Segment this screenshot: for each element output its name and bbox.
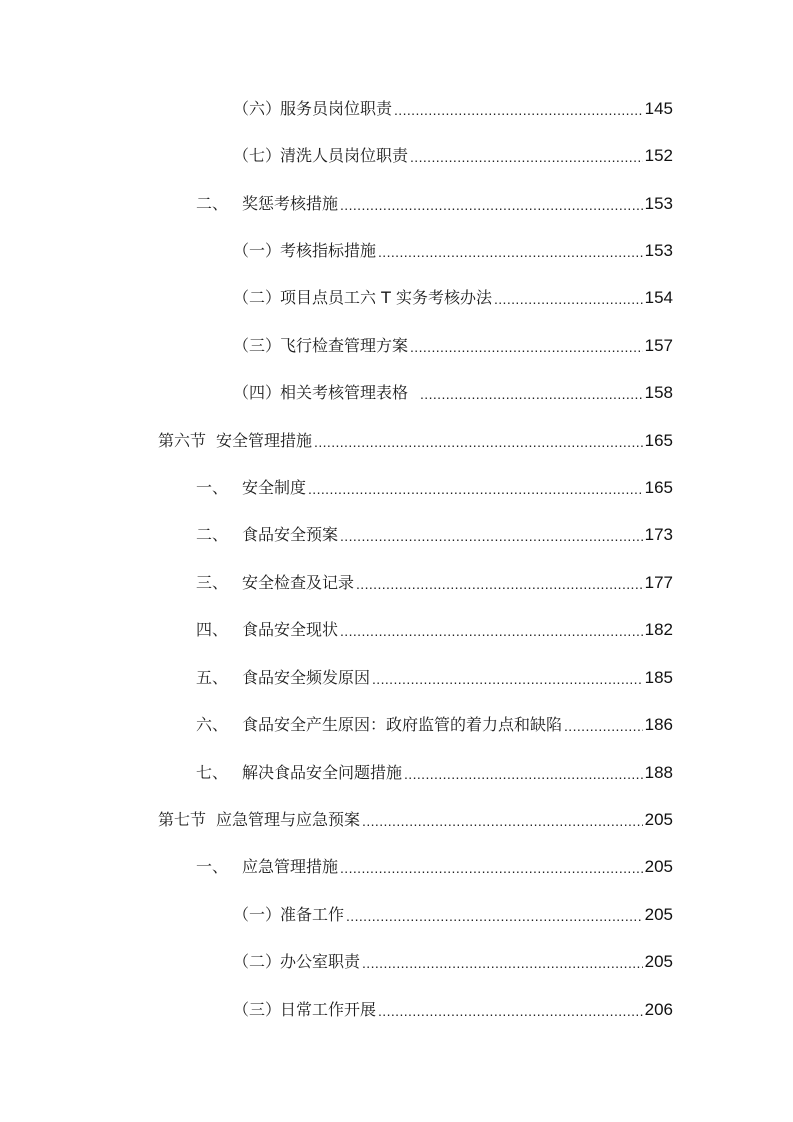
toc-entry[interactable] [196,476,673,500]
toc-entry-page: 177 [644,573,673,592]
toc-entry-page: 205 [644,810,673,829]
dot-leader [340,192,643,216]
toc-entry[interactable] [233,381,673,405]
toc-entry-number: 二、 [196,525,229,544]
dot-leader [314,429,643,453]
toc-entry-page: 186 [644,715,673,734]
toc-entry[interactable] [233,950,673,974]
dot-leader [404,761,643,785]
dot-leader [494,286,643,310]
dot-leader [340,618,643,642]
dot-leader [394,97,643,121]
toc-entry-title: 服务员岗位职责 [280,99,393,118]
toc-entry[interactable] [233,239,673,263]
toc-entry-title: 安全检查及记录 [242,573,355,592]
toc-entry-number: 一、 [196,857,229,876]
toc-entry-title: 办公室职责 [280,952,361,971]
toc-entry-title: 应急管理与应急预案 [216,810,361,829]
dot-leader [564,713,643,737]
toc-entry-title: 食品安全现状 [242,620,339,639]
toc-entry-page: 157 [644,336,673,355]
toc-entry-title: 食品安全产生原因：政府监管的着力点和缺陷 [242,715,563,734]
toc-entry-number: 四、 [196,620,229,639]
toc-entry[interactable] [196,192,673,216]
toc-section-number: 第七节 [158,810,207,829]
toc-entry-title: 解决食品安全问题措施 [242,763,403,782]
toc-entry-page: 152 [644,146,673,165]
toc-entry-number: （七） [233,146,282,165]
dot-leader [410,144,643,168]
toc-entry[interactable] [196,618,673,642]
toc-entry-title: 应急管理措施 [242,857,339,876]
toc-entry-page: 206 [644,1000,673,1019]
toc-entry-page: 154 [644,288,673,307]
toc-entry-page: 165 [644,431,673,450]
dot-leader [340,855,643,879]
dot-leader [410,334,643,358]
dot-leader [356,571,643,595]
toc-entry-page: 158 [644,383,673,402]
toc-entry-number: 五、 [196,668,229,687]
dot-leader [362,950,643,974]
toc-entry[interactable] [233,97,673,121]
toc-section-heading[interactable] [158,808,673,832]
toc-entry-page: 205 [644,905,673,924]
toc-entry[interactable] [233,286,673,310]
toc-entry-number: （三） [233,336,282,355]
toc-entry-title: 食品安全频发原因 [242,668,371,687]
toc-entry-number: （三） [233,1000,282,1019]
toc-entry-page: 165 [644,478,673,497]
toc-entry[interactable] [196,523,673,547]
dot-leader [340,523,643,547]
toc-entry-number: （一） [233,905,282,924]
toc-section-heading[interactable] [158,429,673,453]
dot-leader [378,239,643,263]
toc-entry-page: 153 [644,241,673,260]
toc-entry-title: 项目点员工六 T 实务考核办法 [280,288,492,307]
dot-leader [420,381,643,405]
toc-entry[interactable] [233,903,673,927]
toc-entry[interactable] [196,761,673,785]
toc-entry[interactable] [233,144,673,168]
toc-entry-title: 准备工作 [280,905,345,924]
toc-entry[interactable] [196,571,673,595]
toc-entry-page: 153 [644,194,673,213]
toc-entry-number: 三、 [196,573,229,592]
toc-entry-title: 飞行检查管理方案 [280,336,409,355]
toc-entry-page: 145 [644,99,673,118]
toc-entry-title: 安全制度 [242,478,307,497]
toc-entry-page: 182 [644,620,673,639]
toc-entry-title: 安全管理措施 [216,431,313,450]
toc-entry-number: 七、 [196,763,229,782]
toc-entry-number: 一、 [196,478,229,497]
toc-entry[interactable] [233,334,673,358]
toc-entry-title: 食品安全预案 [242,525,339,544]
dot-leader [346,903,643,927]
toc-entry-number: 二、 [196,194,229,213]
toc-entry-title: 相关考核管理表格 [280,383,409,402]
toc-entry-number: 六、 [196,715,229,734]
toc-entry-number: （一） [233,241,282,260]
toc-entry[interactable] [233,998,673,1022]
toc-entry-number: （二） [233,288,282,307]
toc-entry-page: 188 [644,763,673,782]
toc-entry-page: 185 [644,668,673,687]
toc-entry[interactable] [196,666,673,690]
dot-leader [378,998,643,1022]
toc-entry-page: 173 [644,525,673,544]
toc-entry-title: 日常工作开展 [280,1000,377,1019]
toc-entry[interactable] [196,713,673,737]
toc-entry-title: 考核指标措施 [280,241,377,260]
toc-entry-page: 205 [644,952,673,971]
toc-entry-title: 奖惩考核措施 [242,194,339,213]
toc-entry-number: （二） [233,952,282,971]
toc-entry-number: （四） [233,383,282,402]
dot-leader [308,476,643,500]
dot-leader [362,808,643,832]
toc-entry[interactable] [196,855,673,879]
toc-section-number: 第六节 [158,431,207,450]
dot-leader [372,666,643,690]
toc-entry-page: 205 [644,857,673,876]
toc-entry-number: （六） [233,99,282,118]
toc-entry-title: 清洗人员岗位职责 [280,146,409,165]
